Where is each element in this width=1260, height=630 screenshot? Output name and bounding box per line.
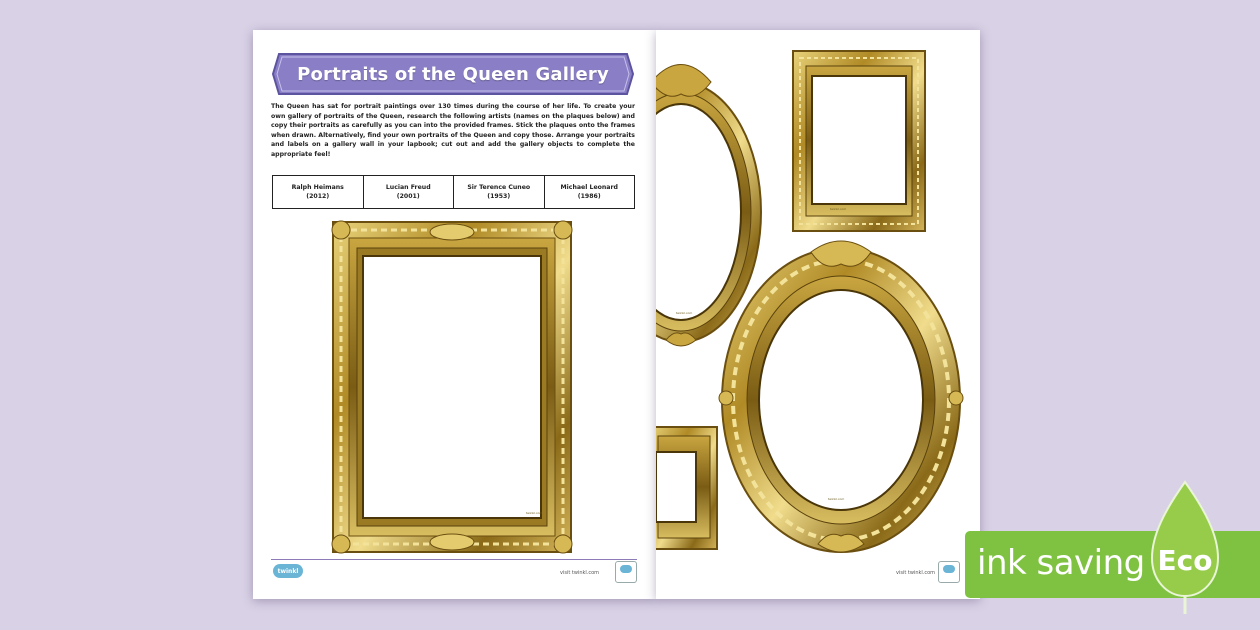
plaque-cell xyxy=(273,176,364,209)
quality-badge-icon xyxy=(615,561,637,583)
plaque-cell xyxy=(544,176,635,209)
frame-watermark: twinkl.com xyxy=(676,311,693,315)
eco-label: Eco xyxy=(1157,544,1213,577)
plaque-cell xyxy=(454,176,545,209)
artist-year: (2012) xyxy=(306,193,330,200)
page-title: Portraits of the Queen Gallery xyxy=(297,63,609,85)
artist-year: (1986) xyxy=(577,193,601,200)
footer-divider xyxy=(271,559,637,560)
frame-watermark: twinkl.com xyxy=(526,511,543,515)
artist-year: (2001) xyxy=(396,193,420,200)
ink-saving-text: ink saving xyxy=(977,543,1145,583)
quality-badge-icon xyxy=(938,561,960,583)
plaque-cell xyxy=(363,176,454,209)
artist-name: Ralph Heimans xyxy=(291,184,344,191)
artist-name: Michael Leonard xyxy=(560,184,618,191)
worksheet-page-2 xyxy=(656,30,980,599)
artist-name: Sir Terence Cuneo xyxy=(467,184,531,191)
rectangular-gold-frame-small xyxy=(792,50,926,232)
footer-url: visit twinkl.com xyxy=(896,570,936,576)
frame-watermark: twinkl.com xyxy=(830,207,847,211)
intro-paragraph: The Queen has sat for portrait paintings over 130 times during the course of her life. To create your own gallery of portraits of the Queen, research the following artists (names on the plaques below) and copy their portraits as carefully as you can into the provided frames. Stick the plaques onto the frames when drawn. Alternatively, find your own portraits of the Queen and copy those. Arrange your portraits and labels on a gallery wall in your lapbook; cut out and add the gallery objects to complete the appropriate feel! xyxy=(271,103,635,158)
ornate-oval-gold-frame xyxy=(718,238,964,556)
worksheet-page-1 xyxy=(253,30,656,599)
artist-plaques-table xyxy=(272,175,635,209)
rectangular-gold-frame-large xyxy=(331,220,573,554)
footer-url: visit twinkl.com xyxy=(560,570,600,576)
twinkl-logo: twinkl xyxy=(273,564,303,578)
artist-name: Lucian Freud xyxy=(385,184,431,191)
artist-year: (1953) xyxy=(487,193,511,200)
landscape-gold-frame-small xyxy=(656,426,720,550)
frame-watermark: twinkl.com xyxy=(828,497,845,501)
